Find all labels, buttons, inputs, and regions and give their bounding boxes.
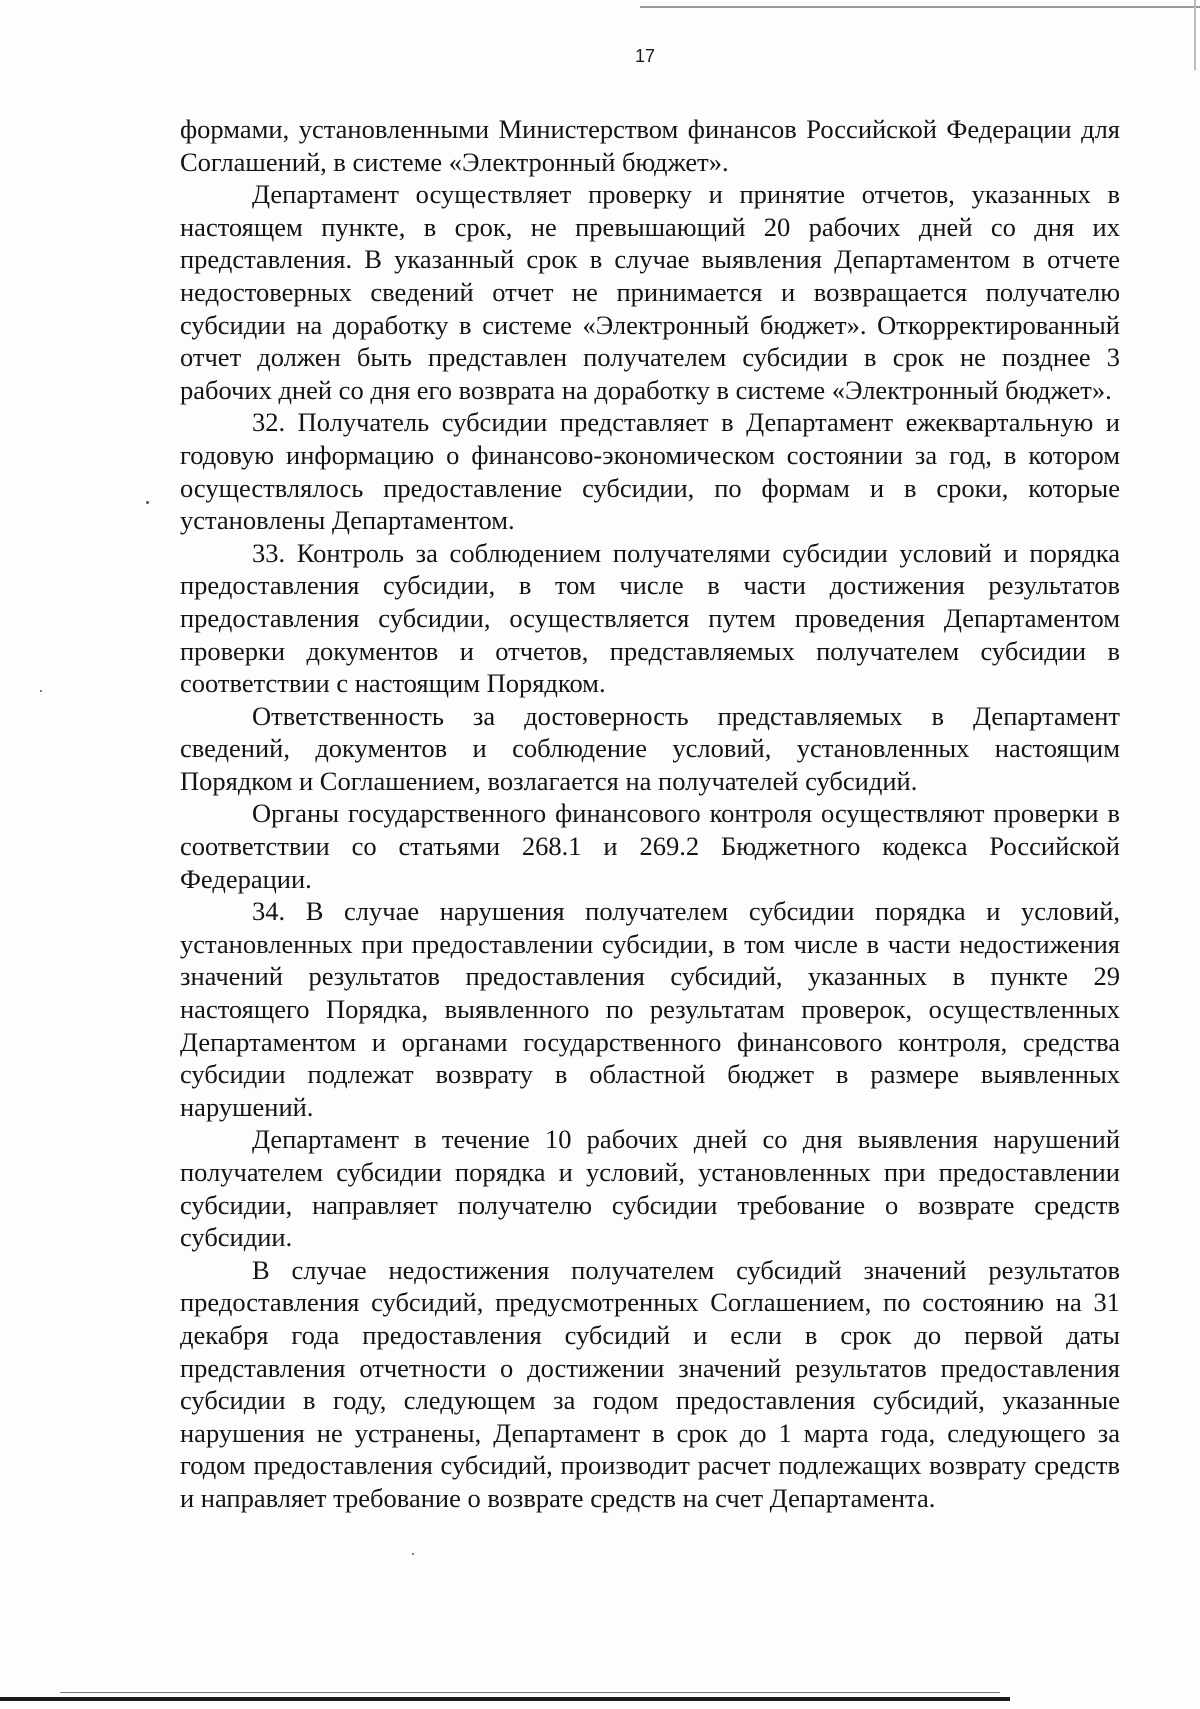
scan-speck: [412, 1553, 414, 1555]
scan-edge-top: [640, 6, 1200, 8]
scan-speck: [146, 501, 149, 504]
scan-edge-bottom: [0, 1697, 1010, 1701]
page-number: 17: [634, 46, 656, 66]
paragraph-financial-control: Органы государственного финансового контроля осуществляют проверки в соответствии со статьями 268.1 и 269.2 Бюджетного кодекса Российской Федерации.: [180, 798, 1120, 894]
paragraph-responsibility: Ответственность за достоверность представляемых в Департамент сведений, документов и соблюдение условий, установленных настоящим Порядком и Соглашением, возлагается на получателей субсидий.: [180, 700, 1120, 796]
paragraph-33: 33. Контроль за соблюдением получателями субсидии условий и порядка предоставления субсидии, в том числе в части достижения результатов предоставления субсидии, осуществляется путем проведения Департаментом проверки документов и отчетов, представляемых получателем субсидии в соответствии с настоящим Порядком.: [180, 537, 1120, 699]
scan-edge-bottom-thin: [60, 1692, 1000, 1693]
scan-speck: [40, 690, 42, 692]
paragraph-32: 32. Получатель субсидии представляет в Департамент ежеквартальную и годовую информацию о финансово-экономическом состоянии за год, в котором осуществлялось предоставление субсидии, по формам и в сроки, которые установлены Департаментом.: [180, 407, 1120, 536]
paragraph-non-achievement: В случае недостижения получателем субсидий значений результатов предоставления субсидий, предусмотренных Соглашением, по состоянию на 31 декабря года предоставления субсидий и если в срок до первой даты представления отчетности о достижении значений результатов предоставления субсидии в году, следующем за годом предоставления субсидий, указанные нарушения не устранены, Департамент в срок до 1 марта года, следующего за годом предоставления субсидий, производит расчет подлежащих возврату средств и направляет требование о возврате средств на счет Департамента.: [180, 1254, 1120, 1513]
paragraph-report-review: Департамент осуществляет проверку и принятие отчетов, указанных в настоящем пункте, в срок, не превышающий 20 рабочих дней со дня их представления. В указанный срок в случае выявления Департаментом в отчете недостоверных сведений отчет не принимается и возвращается получателю субсидии на доработку в системе «Электронный бюджет». Откорректированный отчет должен быть представлен получателем субсидии в срок не позднее 3 рабочих дней со дня его возврата на доработку в системе «Электронный бюджет».: [180, 179, 1120, 405]
paragraph-return-demand: Департамент в течение 10 рабочих дней со дня выявления нарушений получателем субсидии порядка и условий, установленных при предоставлении субсидии, направляет получателю субсидии требование о возврате средств субсидии.: [180, 1124, 1120, 1253]
paragraph-34: 34. В случае нарушения получателем субсидии порядка и условий, установленных при предоставлении субсидии, в том числе в части недостижения значений результатов предоставления субсидий, указанных в пункте 29 настоящего Порядка, выявленного по результатам проверок, осуществленных Департаментом и органами государственного финансового контроля, средства субсидии подлежат возврату в областной бюджет в размере выявленных нарушений.: [180, 896, 1120, 1122]
paragraph-continuation: формами, установленными Министерством финансов Российской Федерации для Соглашений, в системе «Электронный бюджет».: [180, 114, 1120, 177]
document-body: [180, 113, 1120, 1515]
